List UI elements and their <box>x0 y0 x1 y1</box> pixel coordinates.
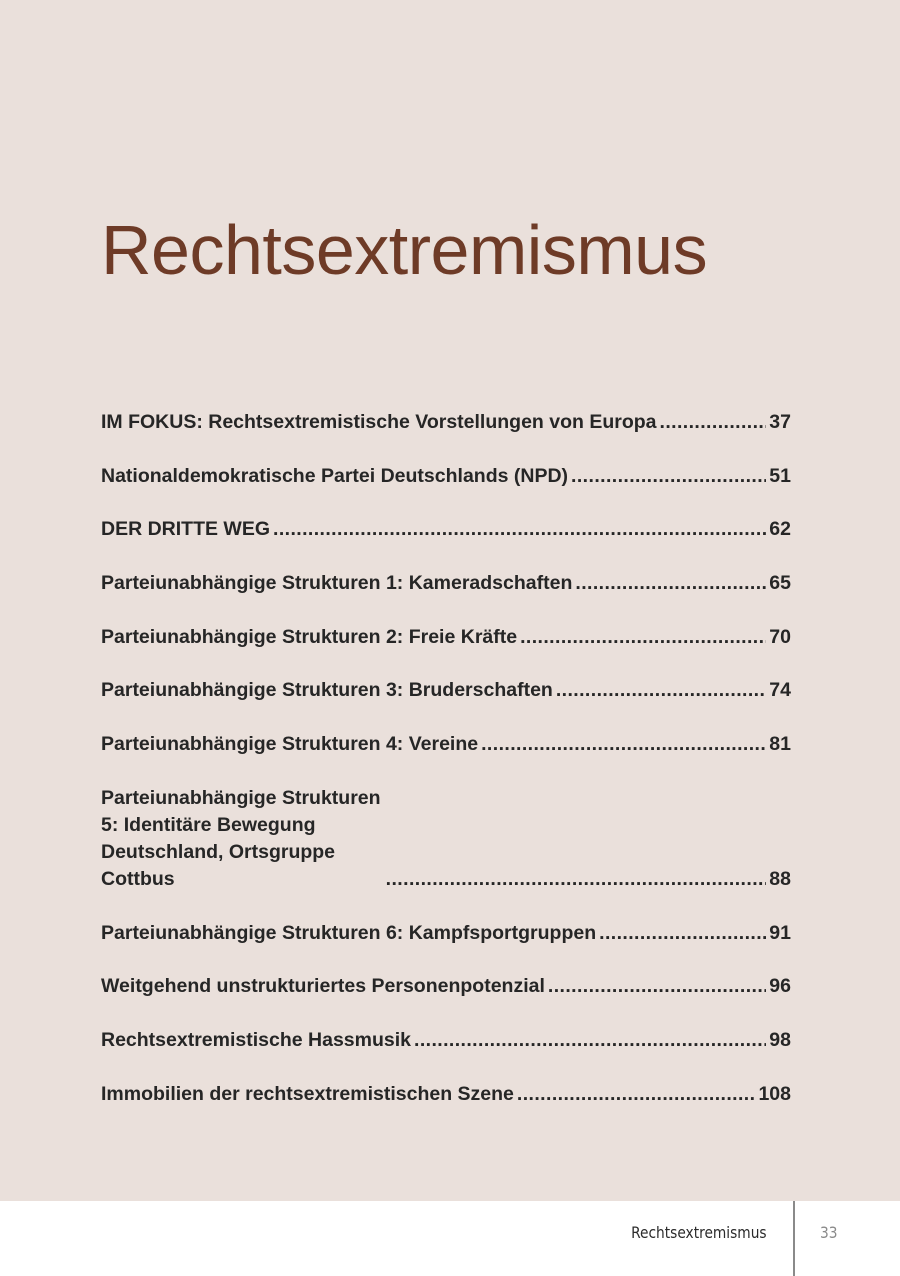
toc-leader-dots <box>414 1027 766 1054</box>
toc-leader-dots <box>481 731 766 758</box>
toc-entry[interactable] <box>101 1027 791 1054</box>
toc-leader-dots <box>660 409 767 436</box>
footer-divider <box>793 1201 795 1276</box>
toc-leader-dots <box>386 866 767 893</box>
toc-entry-title: Parteiunabhängige Strukturen 1: Kameradschaften <box>101 572 573 595</box>
toc-entry[interactable] <box>101 516 791 543</box>
toc-entry-page: 96 <box>769 975 791 998</box>
toc-entry-page: 70 <box>769 625 791 648</box>
toc-entry[interactable] <box>101 1081 791 1108</box>
toc-entry[interactable] <box>101 624 791 651</box>
toc-entry-title: Parteiunabhängige Strukturen 2: Freie Kräfte <box>101 625 518 648</box>
toc-entry-page: 81 <box>769 733 791 756</box>
toc-leader-dots <box>599 920 766 947</box>
toc-entry-title: IM FOKUS: Rechtsextremistische Vorstellungen von Europa <box>101 411 657 433</box>
toc-leader-dots <box>520 624 766 651</box>
toc-entry-title: Parteiunabhängige Strukturen 4: Vereine <box>101 733 479 756</box>
toc-entry[interactable] <box>101 463 791 490</box>
toc-entry-page: 108 <box>758 1082 791 1105</box>
toc-leader-dots <box>575 570 766 597</box>
toc-entry[interactable] <box>101 570 791 597</box>
toc-entry-page: 62 <box>769 518 791 541</box>
toc-entry-title: Immobilien der rechtsextremistischen Szene <box>101 1082 514 1105</box>
toc-entry[interactable] <box>101 973 791 1000</box>
toc-entry-title: Rechtsextremistische Hassmusik <box>101 1028 411 1051</box>
footer-section-title: Rechtsextremismus <box>631 1223 767 1242</box>
toc-entry-page: 51 <box>769 464 791 487</box>
page-title: Rechtsextremismus <box>101 211 708 289</box>
toc-leader-dots <box>517 1081 756 1108</box>
toc-entry-title: Nationaldemokratische Partei Deutschlands (NPD) <box>101 464 569 487</box>
footer-page-number: 33 <box>820 1223 838 1242</box>
toc-entry-page: 88 <box>769 867 791 890</box>
toc-entry-page: 91 <box>769 921 791 944</box>
toc-entry-title: Weitgehend unstrukturiertes Personenpotenzial <box>101 975 545 998</box>
toc-entry[interactable] <box>101 920 791 947</box>
table-of-contents <box>101 409 791 1134</box>
toc-entry-page: 74 <box>769 679 791 702</box>
toc-entry-page: 65 <box>769 572 791 595</box>
toc-leader-dots <box>571 463 766 490</box>
toc-entry-title: Parteiunabhängige Strukturen 6: Kampfsportgruppen <box>101 921 597 944</box>
toc-entry[interactable] <box>101 731 791 758</box>
toc-leader-dots <box>548 973 766 1000</box>
page-footer <box>0 1201 900 1276</box>
toc-entry-title: DER DRITTE WEG <box>101 518 270 541</box>
toc-entry-page: 37 <box>769 411 791 433</box>
toc-entry[interactable] <box>101 785 791 893</box>
toc-entry-title: Parteiunabhängige Strukturen 5: Identitäre Bewegung Deutschland, Ortsgruppe Cottbus <box>101 786 381 890</box>
toc-leader-dots <box>273 516 766 543</box>
toc-entry[interactable] <box>101 409 791 436</box>
toc-entry-title: Parteiunabhängige Strukturen 3: Bruderschaften <box>101 679 553 702</box>
toc-entry[interactable] <box>101 677 791 704</box>
toc-leader-dots <box>556 677 766 704</box>
toc-entry-page: 98 <box>769 1028 791 1051</box>
